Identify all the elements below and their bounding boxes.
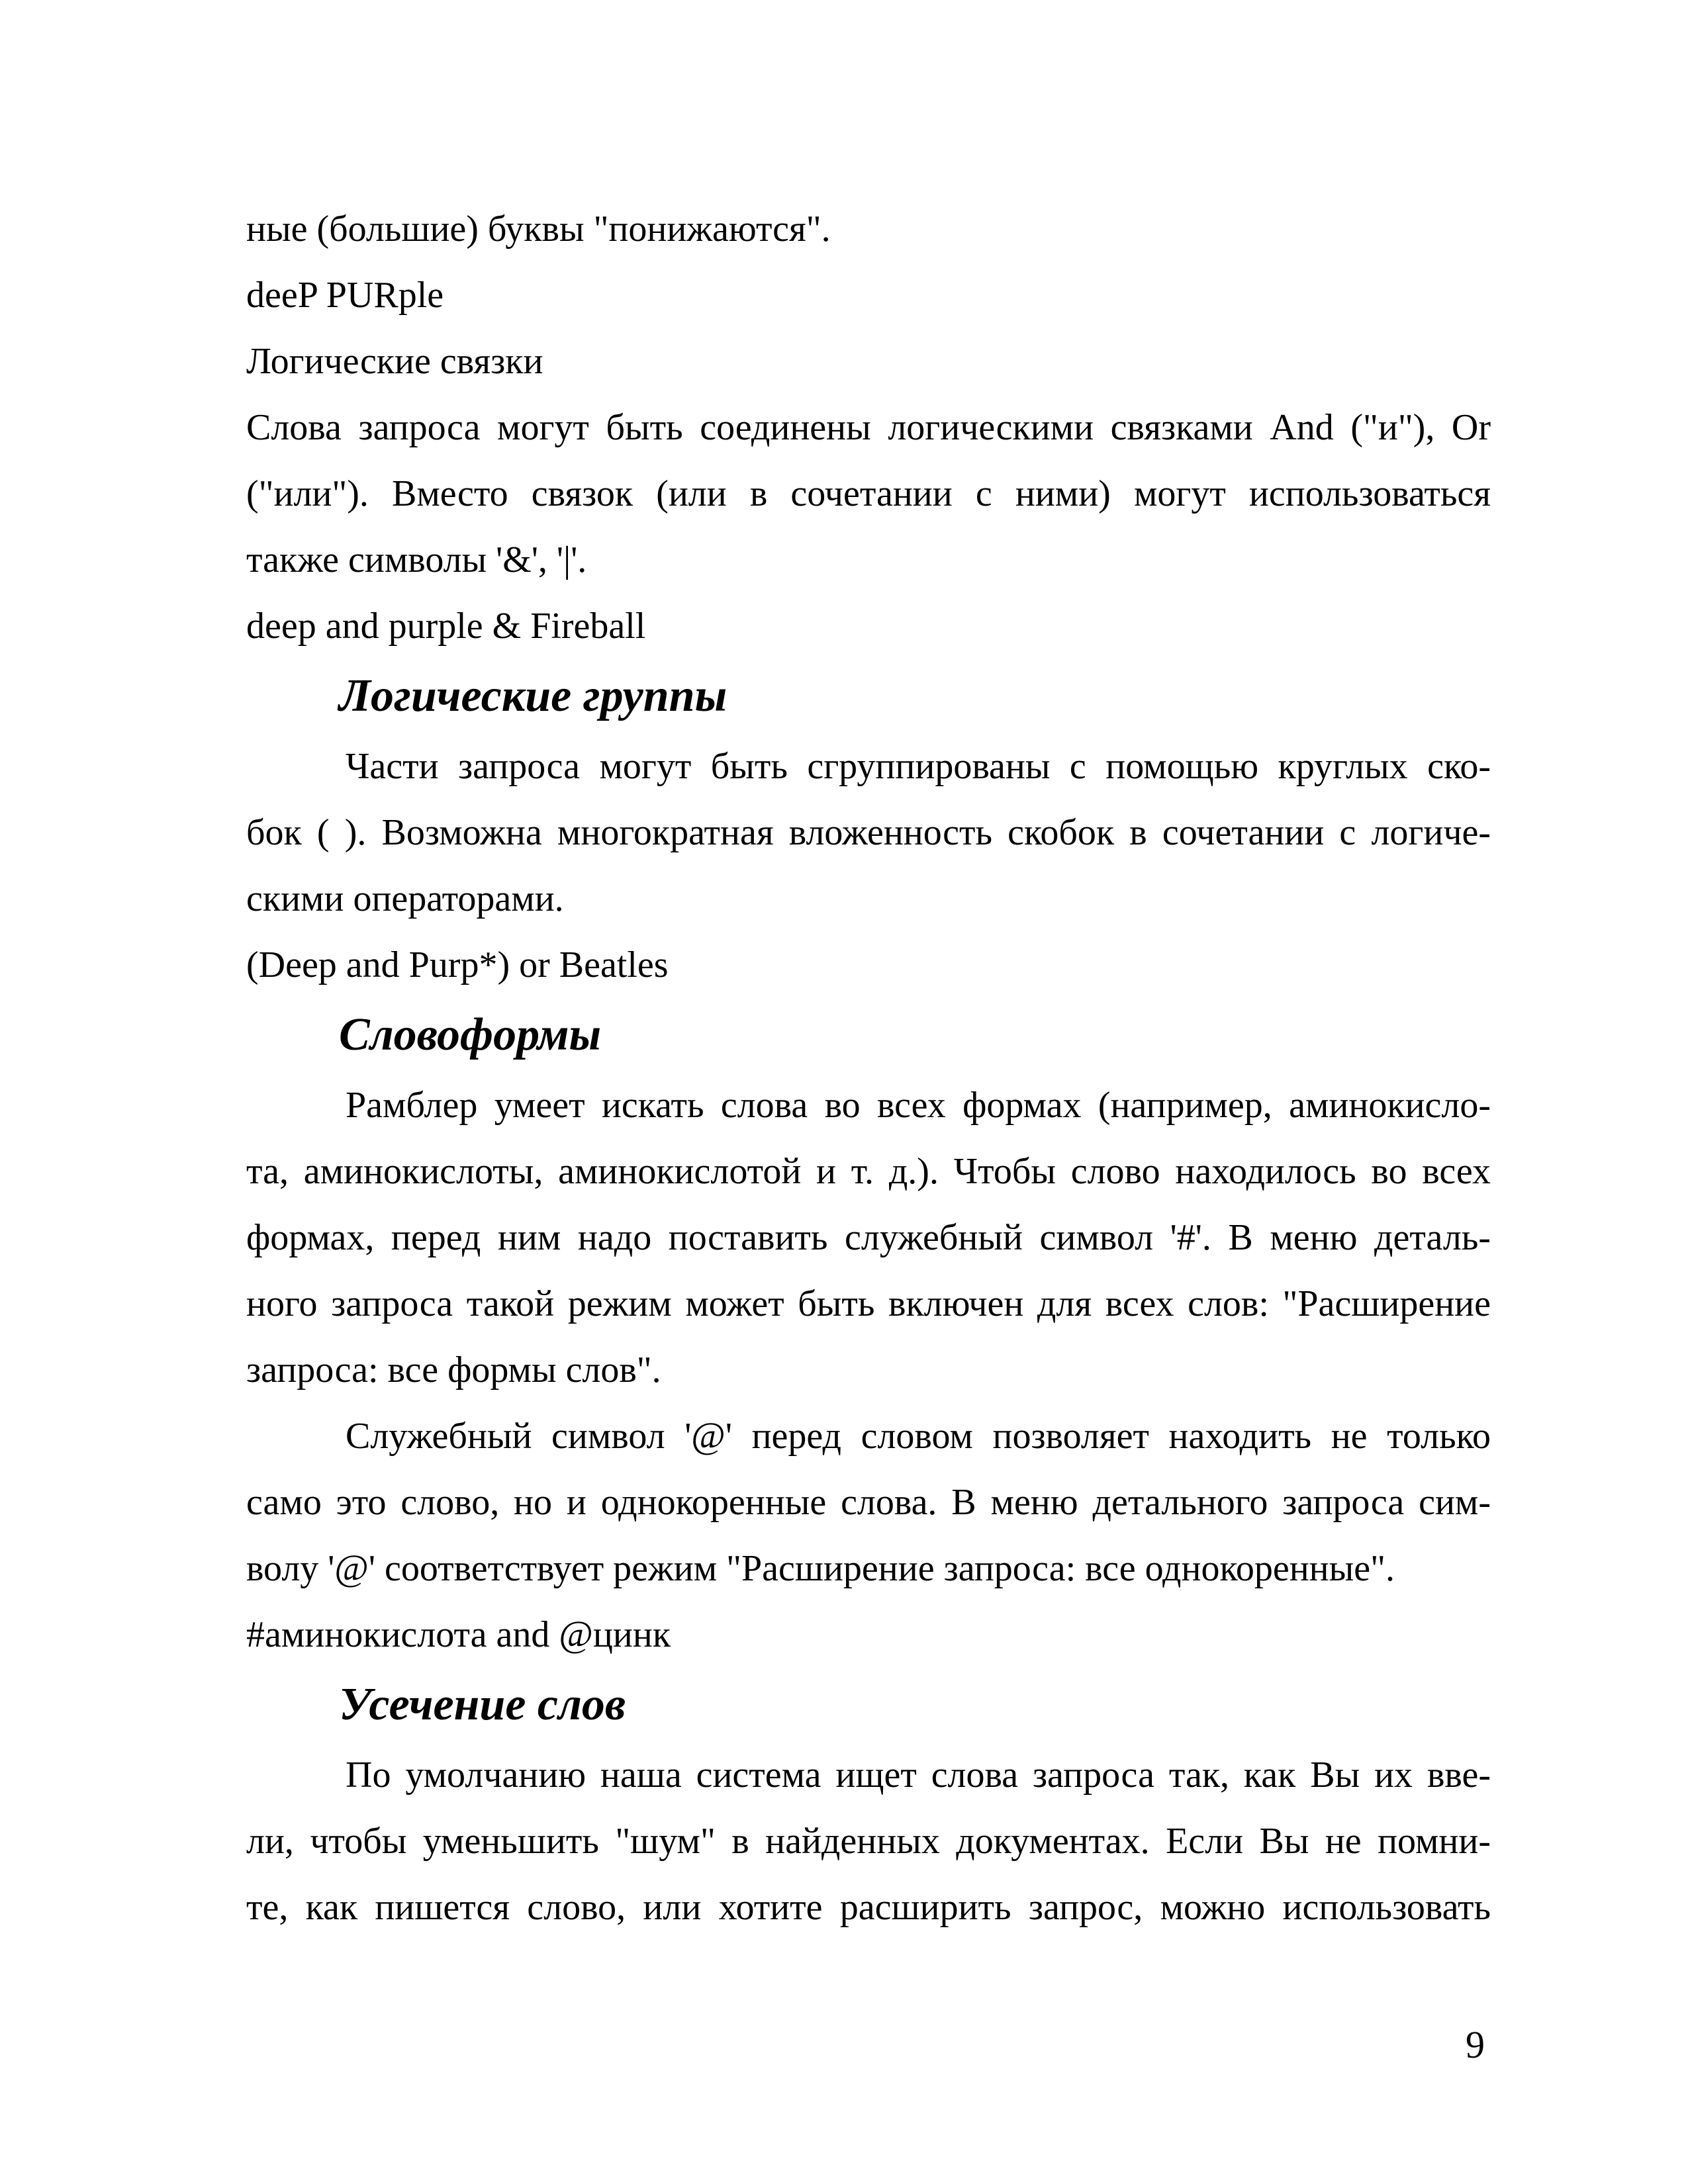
text-line: ("или"). Вместо связок (или в сочетании с ними) могут использоваться — [246, 473, 1491, 514]
page-number: 9 — [1466, 2023, 1485, 2066]
text-line: ные (большие) буквы "понижаются". — [246, 208, 831, 250]
query-example: deep and purple & Fireball — [246, 606, 646, 647]
query-example: (Deep and Purp*) or Beatles — [246, 944, 669, 985]
text-line: также символы '&', '|'. — [246, 539, 587, 580]
text-line: та, аминокислоты, аминокислотой и т. д.). Чтобы слово находилось во всех — [246, 1151, 1491, 1192]
query-example: #аминокислота and @цинк — [246, 1614, 671, 1655]
text-line: Слова запроса могут быть соединены логическими связками And ("и"), Or — [246, 407, 1491, 448]
text-line: волу '@' соответствует режим "Расширение запроса: все однокоренные". — [246, 1548, 1395, 1589]
query-example: deeP PURple — [246, 275, 444, 316]
text-line: Рамблер умеет искать слова во всех формах (например, аминокисло- — [346, 1085, 1491, 1126]
text-line: ли, чтобы уменьшить "шум" в найденных документах. Если Вы не помни- — [246, 1821, 1491, 1862]
text-line: ного запроса такой режим может быть включен для всех слов: "Расширение — [246, 1283, 1491, 1324]
section-heading-word-forms: Словоформы — [339, 1009, 602, 1060]
text-line: скими операторами. — [246, 878, 564, 919]
section-heading-logical-groups: Логические группы — [339, 670, 727, 721]
text-line: бок ( ). Возможна многократная вложенность скобок в сочетании с логиче- — [246, 812, 1491, 853]
text-line: Служебный символ '@' перед словом позволяет находить не только — [346, 1416, 1491, 1457]
section-heading-truncation: Усечение слов — [339, 1679, 626, 1730]
text-line: само это слово, но и однокоренные слова. В меню детального запроса сим- — [246, 1482, 1491, 1523]
text-line: те, как пишется слово, или хотите расширить запрос, можно использовать — [246, 1887, 1491, 1928]
text-line: Логические связки — [246, 341, 543, 382]
text-line: запроса: все формы слов". — [246, 1349, 661, 1390]
text-line: По умолчанию наша система ищет слова запроса так, как Вы их вве- — [346, 1754, 1491, 1796]
text-line: формах, перед ним надо поставить служебный символ '#'. В меню деталь- — [246, 1217, 1491, 1258]
text-line: Части запроса могут быть сгруппированы с помощью круглых ско- — [346, 746, 1491, 787]
page-body — [246, 196, 1491, 1940]
